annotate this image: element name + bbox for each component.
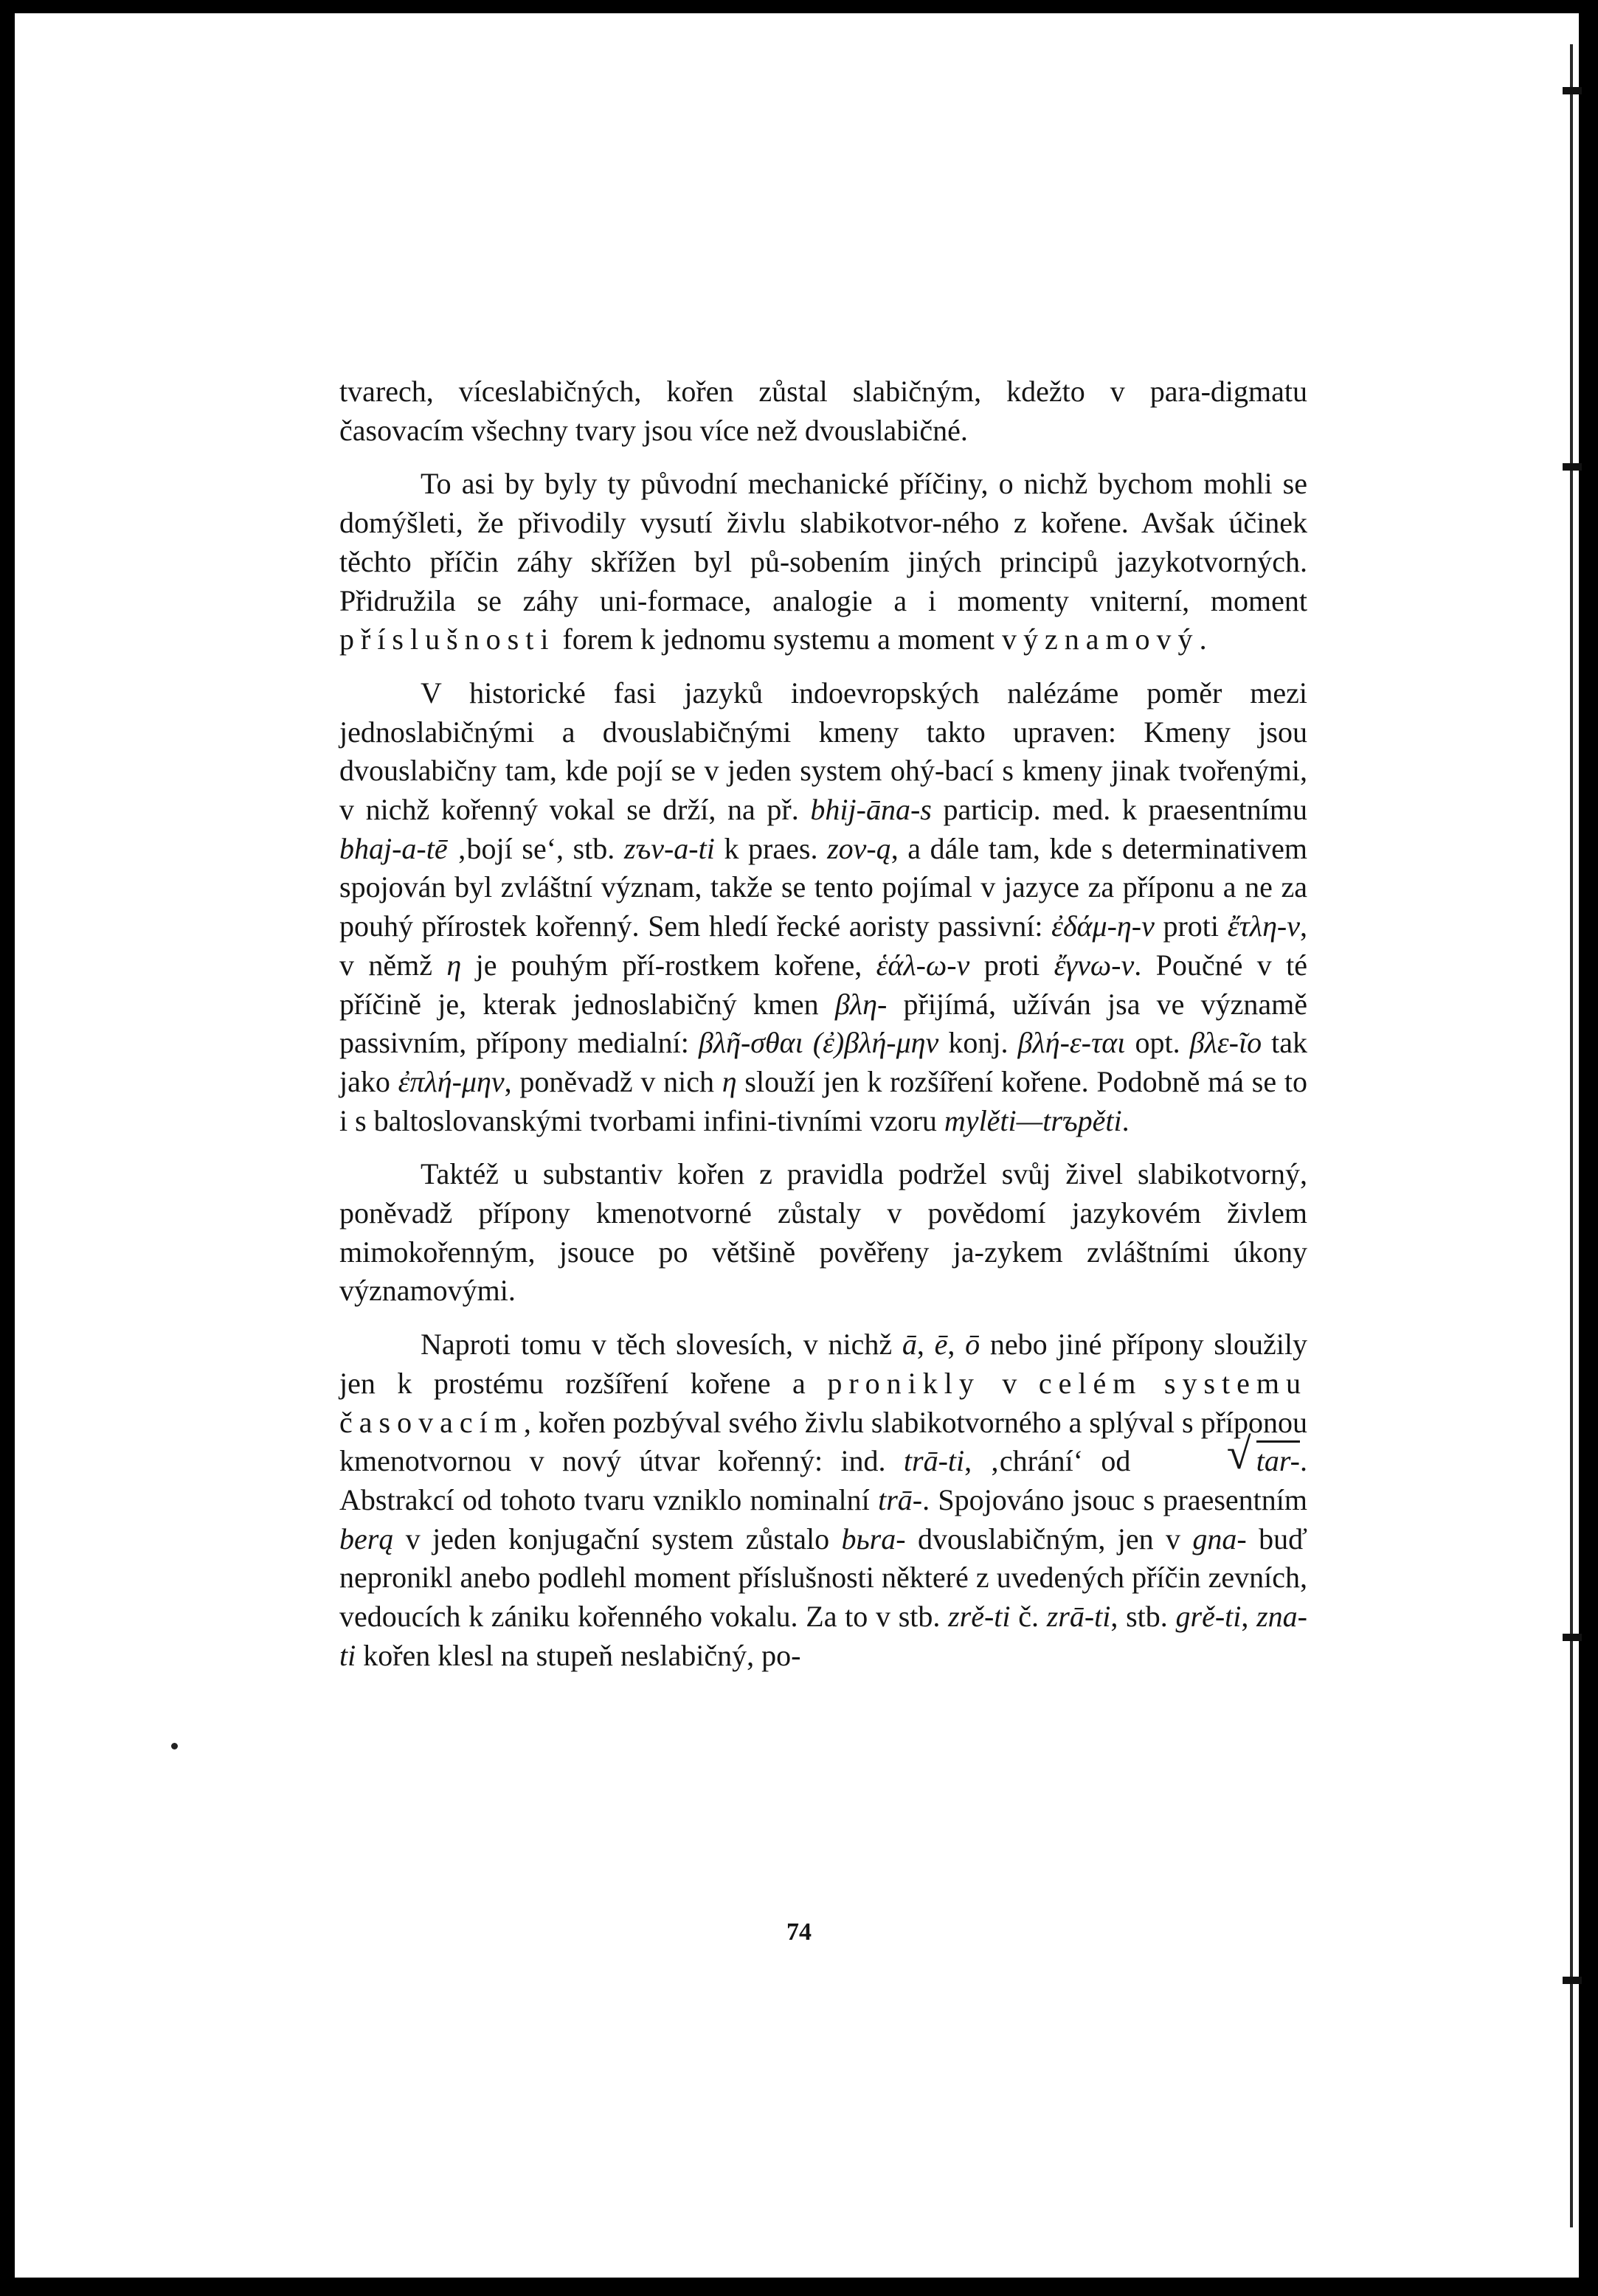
italic-term: η [722, 1064, 737, 1098]
italic-term: ā [902, 1328, 917, 1362]
italic-term: ἑάλ-ω-ν [876, 948, 970, 982]
italic-term: βλη- [834, 987, 888, 1021]
text-run: tak jako [339, 1026, 1307, 1098]
paragraph [339, 1325, 1307, 1675]
page-edge-mark [1563, 87, 1582, 94]
italic-term: bьra- [841, 1522, 906, 1555]
text-run: forem k jednomu systemu a moment [555, 622, 1002, 656]
scan-border-left [0, 0, 15, 2296]
text-run: particip. med. k praesentnímu [931, 793, 1307, 827]
text-run: proti [1154, 909, 1228, 943]
italic-term: ἔτλη-ν [1227, 909, 1301, 943]
italic-term: bhij-āna-s [810, 793, 932, 827]
text-run: , [1241, 1600, 1257, 1634]
italic-term: η [446, 948, 462, 982]
italic-term: zъv-a-ti [623, 831, 715, 865]
text-run: je pouhým pří-rostkem kořene, [461, 948, 876, 982]
italic-term: mylěti—trъpěti [944, 1103, 1122, 1137]
text-run: V historické fasi jazyků indoevropských nalézáme poměr mezi jednoslabičnými a dvouslabičnými kmeny takto upraven: Kmeny jsou dvouslabičny tam, kde pojí se v jeden system ohý-bací s kmeny jinak tvořenými, v nichž kořenný vokal se drží, na př. [339, 676, 1307, 827]
italic-term: zrě-ti [948, 1600, 1011, 1634]
text-run: dvouslabičným, jen v [905, 1522, 1193, 1555]
text-run: Taktéž u substantiv kořen z pravidla podržel svůj živel slabikotvorný, poněvadž přípony kmenotvorné zůstaly v povědomí jazykovém živlem mimokořenným, jsouce po většině pověřeny ja-zykem zvláštními úkony významovými. [339, 1157, 1307, 1308]
text-run: . Spojováno jsouc s praesentním [922, 1482, 1307, 1516]
page-edge-line [1570, 44, 1573, 2227]
text-run: nebo jiné přípony sloužily jen k prostému rozšíření kořene a [339, 1328, 1308, 1400]
text-run: , ‚chrání‘ od [964, 1444, 1149, 1478]
text-run: , kořen pozbýval svého živlu slabikotvorného a splýval s příponou kmenotvornou v nový útvar kořenný: ind. [339, 1405, 1307, 1478]
text-run: k praes. [714, 831, 828, 865]
italic-term: ē [934, 1328, 948, 1362]
text-run: . [1199, 622, 1207, 656]
text-run: . Abstrakcí od tohoto tvaru vzniklo nominalní [339, 1444, 1307, 1516]
paragraph [339, 465, 1307, 659]
text-run [1142, 1367, 1164, 1400]
text-run: , a dále tam, kde s determinativem spojován byl zvláštní význam, takže se tento pojímal v jazyce za příponu a ne za pouhý přírostek kořenný. Sem hledí řecké aoristy passivní: [339, 831, 1307, 943]
scan-border-top [0, 0, 1598, 13]
italic-term: zna-ti [339, 1600, 1307, 1672]
text-run: ‚bojí se‘, stb. [447, 831, 624, 865]
italic-term: ἐδάμ-η-ν [1051, 909, 1155, 943]
paragraph [339, 372, 1307, 450]
italic-term: grě-ti [1175, 1600, 1242, 1634]
text-run: tvarech, víceslabičných, kořen zůstal slabičným, kdežto v para-digmatu časovacím všechny tvary jsou více než dvouslabičné. [339, 375, 1307, 447]
text-run: v [980, 1366, 1039, 1400]
paragraph [339, 1155, 1307, 1311]
italic-term: βλε-ῖο [1189, 1026, 1262, 1060]
text-run: , v němž [339, 909, 1308, 982]
emphasized-spaced-term: systemu [1163, 1366, 1308, 1400]
text-run: . [1121, 1103, 1130, 1137]
italic-term: gna- [1192, 1522, 1247, 1555]
text-run: v jeden konjugační system zůstalo [393, 1522, 842, 1555]
italic-term: ἐπλή-μην [398, 1064, 505, 1098]
text-run: , stb. [1110, 1600, 1176, 1634]
italic-term: berą [339, 1522, 394, 1555]
italic-term: βλή-ε-ται [1017, 1026, 1126, 1060]
text-run: proti [969, 948, 1054, 982]
text-run: Naproti tomu v těch slovesích, v nichž [421, 1328, 902, 1362]
italic-term: bhaj-a-tē [339, 831, 448, 865]
italic-term: ō [965, 1328, 980, 1362]
text-run: To asi by byly ty původní mechanické příčiny, o nichž bychom mohli se domýšleti, že přivodily vysutí živlu slabikotvor-ného z kořene. Avšak účinek těchto příčin záhy skřížen byl pů-sobením jiných principů jazykotvorných. Přidružila se záhy uni-formace, analogie a i momenty vniterní, moment [339, 467, 1307, 617]
emphasized-spaced-term: časovacím [339, 1405, 524, 1439]
scan-border-bottom [0, 2278, 1598, 2296]
italic-term: trā-ti [903, 1444, 965, 1478]
scan-border-right [1579, 0, 1598, 2296]
italic-term: zrā-ti [1046, 1600, 1111, 1634]
text-run: přijímá, užíván jsa ve významě passivním, přípony medialní: [339, 987, 1307, 1060]
text-run: slouží jen k rozšíření kořene. Podobně má se to i s baltoslovanskými tvorbami infini-tivními vzoru [339, 1064, 1307, 1137]
page-edge-mark [1563, 1977, 1582, 1984]
page-edge-mark [1563, 463, 1582, 471]
text-run: kořen klesl na stupeň neslabičný, po- [356, 1638, 801, 1672]
text-run: opt. [1125, 1026, 1190, 1060]
italic-term: zov-ą [827, 831, 891, 865]
italic-term: trā- [878, 1482, 923, 1516]
scan-speck [171, 1743, 178, 1749]
text-run: , [916, 1328, 935, 1362]
page-edge-mark [1563, 1634, 1582, 1641]
paragraph [339, 674, 1307, 1140]
emphasized-spaced-term: významový [1001, 622, 1200, 656]
emphasized-spaced-term: pronikly [827, 1366, 980, 1400]
body-text [339, 372, 1307, 1676]
text-run: č. [1010, 1600, 1047, 1634]
italic-term: ἔγνω-ν [1054, 948, 1135, 982]
text-run: konj. [938, 1026, 1018, 1060]
text-run: , poněvadž v nich [504, 1064, 722, 1098]
emphasized-spaced-term: celém [1038, 1366, 1143, 1400]
text-run: buď nepronikl anebo podlehl moment příslušnosti některé z uvedených příčin zevních, vedoucích k zániku kořenného vokalu. Za to v stb. [339, 1522, 1308, 1634]
text-run: . Poučné v té příčině je, kterak jednoslabičný kmen [339, 948, 1308, 1021]
radical-root-term: √ tar- [1149, 1442, 1300, 1481]
page-number: 74 [786, 1918, 812, 1946]
text-run: , [947, 1328, 966, 1362]
emphasized-spaced-term: příslušnosti [339, 622, 556, 656]
italic-term: βλῆ-σθαι (ἐ)βλή-μην [698, 1026, 939, 1060]
